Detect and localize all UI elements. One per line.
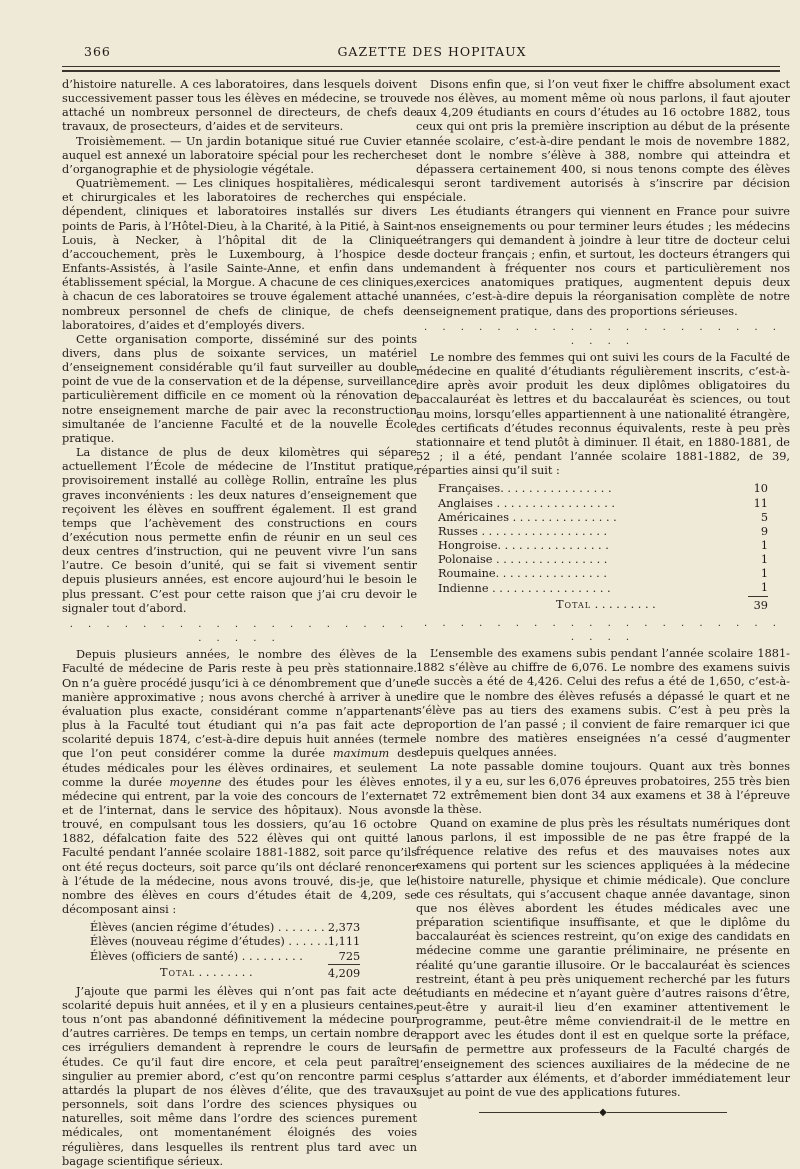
table-total-row: Total . . . . . . . . . 39 xyxy=(438,596,768,613)
paragraph: J’ajoute que parmi les élèves qui n’ont pas fait acte de scolarité depuis huit années, et il y en a plusieurs centaines, tous n’ont pas abandonné définitivement la médecine pour d’autres carrières. De temps en temps, un certain nombre de ces irréguliers demandent à reprendre le cours de leurs études. Ce qu’il faut dire encore, et cela peut paraître singulier au premier abord, c’est qu’on rencontre parmi ces attardés la plupart de nos élèves d’élite, que des travaux personnels, soit dans l’ordre des sciences physiques ou naturelles, soit même dans l’ordre des sciences purement médicales, ont momentanément éloignés des voies régulières, dans lesquelles ils rentrent plus tard avec un bagage scientifique sérieux. xyxy=(62,984,417,1168)
end-ornament-rule: ◆ xyxy=(416,1106,790,1120)
table-row: Élèves (ancien régime d’études) . . . . . . . 2,373 xyxy=(90,921,361,935)
table-row: Russes . . . . . . . . . . . . . . . . . . 9 xyxy=(438,524,768,538)
page-header xyxy=(84,44,780,64)
table-row: Élèves (nouveau régime d’études) . . . . . . 1,111 xyxy=(90,935,361,949)
table-row: Hongroise. . . . . . . . . . . . . . . . 1 xyxy=(438,539,768,552)
table-row: Roumaine. . . . . . . . . . . . . . . . 1 xyxy=(438,567,768,581)
table-row: Françaises. . . . . . . . . . . . . . . . 10 xyxy=(438,482,768,496)
dotted-separator: . . . . . . . . . . . . . . . . . . . . . . . . xyxy=(69,618,410,645)
table-row: Américaines . . . . . . . . . . . . . . . 5 xyxy=(438,510,768,524)
paragraph: La note passable domine toujours. Quant aux très bonnes notes, il y a eu, sur les 6,076 épreuves probatoires, 255 très bien et 72 extrêmement bien dont 34 aux examens et 38 à l’épreuve de la thèse. xyxy=(416,760,790,816)
table-row: Indienne . . . . . . . . . . . . . . . . . 1 xyxy=(438,581,768,595)
paragraph: Quand on examine de plus près les résultats numériques dont nous parlons, il est impossible de ne pas être frappé de la fréquence relative des refus et des mauvaises notes aux examens qui portent sur les sciences appliquées à la médecine (histoire naturelle, physique et chimie médicale). Que conclure de ces résultats, qui s’accusent chaque année davantage, sinon que nos élèves abordent les études médicales avec une préparation scientifique insuffisante, et que le diplôme du baccalauréat ès sciences restreint, qu’on exige des candidats en médecine comme une garantie préliminaire, ne présente en réalité qu’une garantie illusoire. Or le baccalauréat ès sciences restreint, étant à peu près uniquement recherché par les futurs étudiants en médecine et n’ayant guère d’autres raisons d’être, peut-être y aurait-il lieu d’en examiner attentivement le programme, peut-être même conviendrait-il de le mettre en rapport avec les études dont il est en quelque sorte la préface, afin de permettre aux professeurs de la Faculté chargés de l’enseignement des sciences auxiliaires de la médecine de ne plus s’attarder aux éléments, et d’aborder immédiatement leur sujet au point de vue des applications futures. xyxy=(416,816,790,1099)
header-rule-thin xyxy=(62,66,780,67)
page-number: 366 xyxy=(84,44,111,59)
paragraph: Quatrièmement. — Les cliniques hospitalières, médicales et chirurgicales et les laboratoires de recherches qui en dépendent, cliniques et laboratoires installés sur divers points de Paris, à l’Hôtel-Dieu, à la Charité, à la Pitié, à Saint-Louis, à Necker, à l’hôpital dit de la Clinique d’accouchement, près le Luxembourg, à l’hospice des Enfants-Assistés, à l’asile Sainte-Anne, et enfin dans un établissement spécial, la Morgue. A chacune de ces cliniques, à chacun de ces laboratoires se trouve également attaché un nombreux personnel de chefs de clinique, de chefs de laboratoires, d’aides et d’employés divers. xyxy=(62,177,417,332)
page-title: GAZETTE DES HOPITAUX xyxy=(337,44,527,59)
women-table xyxy=(438,482,768,612)
table-row: Polonaise . . . . . . . . . . . . . . . . 1 xyxy=(438,553,768,567)
paragraph: Troisièmement. — Un jardin botanique situé rue Cuvier et auquel est annexé un laboratoire spécial pour les recherches d’organographie et de physiologie végétale. xyxy=(62,134,417,176)
dotted-separator: . . . . . . . . . . . . . . . . . . . . . . . . xyxy=(424,321,782,347)
dotted-separator: . . . . . . . . . . . . . . . . . . . . . . . . xyxy=(424,617,782,643)
paragraph: d’histoire naturelle. A ces laboratoires, dans lesquels doivent successivement passer tous les élèves en médecine, se trouve attaché un nombreux personnel de directeurs, de chefs de travaux, de prosecteurs, d’aides et de serviteurs. xyxy=(62,78,417,134)
paragraph: La distance de plus de deux kilomètres qui sépare actuellement l’École de médecine de l’Institut pratique, provisoirement installé au collège Rollin, entraîne les plus graves inconvénients : les deux natures d’enseignement que reçoivent les élèves en souffrent également. Il est grand temps que l’achèvement des constructions en cours d’exécution nous permette enfin de réunir en un seul ces deux centres d’instruction, qui ne peuvent vivre l’un sans l’autre. Ce besoin d’unité, qui se fait si vivement sentir depuis plusieurs années, est encore aujourd’hui le besoin le plus pressant. C’est pour cette raison que j’ai cru devoir le signaler tout d’abord. xyxy=(62,446,417,615)
paragraph: Les étudiants étrangers qui viennent en France pour suivre nos enseignements ou pour terminer leurs études ; les médecins étrangers qui demandent à joindre à leur titre de docteur celui de docteur français ; enfin, et surtout, les docteurs étrangers qui demandent à fréquenter nos cours et particulièrement nos exercices anatomiques pratiques, augmentent depuis deux années, c’est-à-dire depuis la réorganisation complète de notre enseignement pratique, dans des proportions sérieuses. xyxy=(416,205,790,318)
left-column xyxy=(62,78,417,1169)
table-row: Élèves (officiers de santé) . . . . . . . . . 725 xyxy=(90,949,361,963)
table-total-row: Total . . . . . . . . 4,209 xyxy=(90,964,360,981)
table-row: Anglaises . . . . . . . . . . . . . . . . . 11 xyxy=(438,496,768,510)
paragraph: Depuis plusieurs années, le nombre des élèves de la Faculté de médecine de Paris reste à peu près stationnaire. On n’a guère procédé jusqu’ici à ce dénombrement que d’une manière approximative ; nous avons cherché à arriver à une évaluation plus exacte, considérant comme n’appartenant plus à la Faculté tout étudiant qui n’a pas fait acte de scolarité depuis 1874, c’est-à-dire depuis huit années (terme que l’on peut considérer comme la durée maximum des études médicales pour les élèves ordinaires, et seulement comme la durée moyenne des études pour les élèves en médecine qui entrent, par la voie des concours de l’externat et de l’internat, dans le service des hôpitaux). Nous avons trouvé, en compulsant tous les dossiers, qu’au 16 octobre 1882, défalcation faite des 522 élèves qui ont quitté la Faculté pendant l’année scolaire 1881-1882, soit parce qu’ils ont été reçus docteurs, soit parce qu’ils ont déclaré renoncer à l’étude de la médecine, nous avons trouvé, dis-je, que le nombre des élèves en cours d’études était de 4,209, se décomposant ainsi : xyxy=(62,648,417,917)
students-table xyxy=(90,921,360,981)
paragraph: L’ensemble des examens subis pendant l’année scolaire 1881-1882 s’élève au chiffre de 6,076. Le nombre des examens suivis de succès a été de 4,426. Celui des refus a été de 1,650, c’est-à-dire que le nombre des élèves refusés a dépassé le quart et ne s’élève pas au tiers des examens subis. C’est à peu près la proportion de l’an passé ; il convient de faire remarquer ici que le nombre des matières enseignées n’a cessé d’augmenter depuis quelques années. xyxy=(416,647,790,760)
right-column xyxy=(416,78,790,1120)
paragraph: Cette organisation comporte, disséminé sur des points divers, dans plus de soixante services, un matériel d’enseignement considérable qu’il faut surveiller au double point de vue de la conservation et de la dépense, surveillance particulièrement difficile en ce moment où la rénovation de notre enseignement marche de pair avec la reconstruction simultanée de l’ancienne Faculté et de la nouvelle École pratique. xyxy=(62,332,417,445)
paragraph: Disons enfin que, si l’on veut fixer le chiffre absolument exact de nos élèves, au moment même où nous parlons, il faut ajouter aux 4,209 étudiants en cours d’études au 16 octobre 1882, tous ceux qui ont pris la première inscription au début de la présente année scolaire, c’est-à-dire pendant le mois de novembre 1882, et dont le nombre s’élève à 388, nombre qui atteindra et dépassera certainement 400, si nous tenons compte des élèves qui seront tardivement autorisés à s’inscrire par décision spéciale. xyxy=(416,78,790,205)
header-rule-thick xyxy=(62,70,780,72)
paragraph: Le nombre des femmes qui ont suivi les cours de la Faculté de médecine en qualité d’étudiants régulièrement inscrits, c’est-à-dire après avoir produit les deux diplômes obligatoires du baccalauréat ès lettres et du baccalauréat ès sciences, ou tout au moins, lorsqu’elles appartiennent à une nationalité étrangère, des certificats d’études reconnus équivalents, reste à peu près stationnaire et tend plutôt à diminuer. Il était, en 1880-1881, de 52 ; il a été, pendant l’année scolaire 1881-1882, de 39, réparties ainsi qu’il suit : xyxy=(416,350,790,478)
